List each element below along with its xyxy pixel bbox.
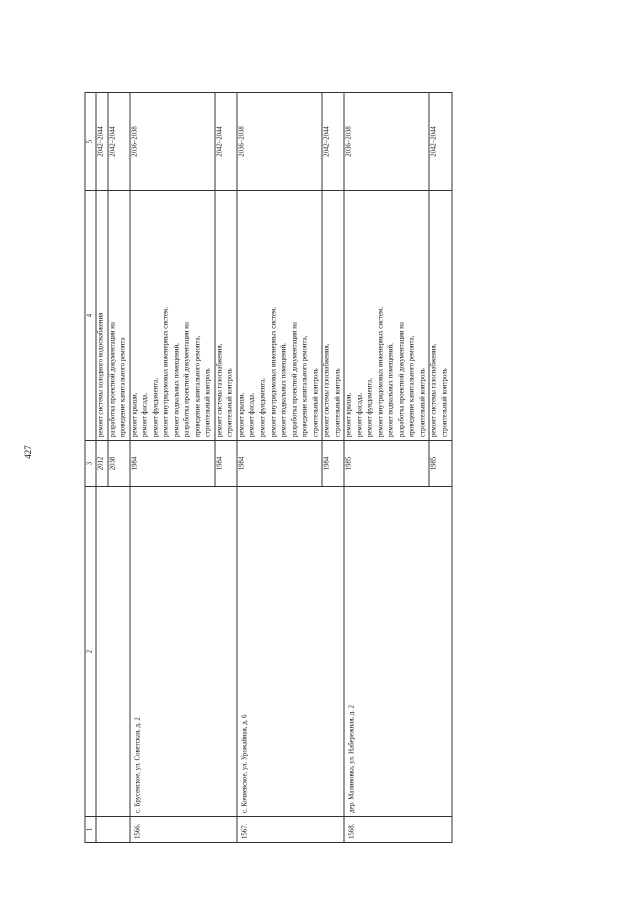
work-item: проведение капитального ремонта — [119, 337, 127, 437]
work-item: ремонт фундамента, — [366, 378, 374, 437]
table-row — [237, 93, 322, 843]
work-item: ремонт подвальных помещений, — [173, 343, 181, 437]
period-cell: 2036–2038 — [237, 93, 322, 191]
work-item: ремонт системы газоснабжения, — [323, 343, 331, 437]
year-cell: 1984 — [237, 441, 322, 487]
work-item: ремонт системы холодного водоснабжения — [97, 312, 105, 437]
period-cell: 2042–2044 — [108, 93, 130, 191]
works-cell — [344, 191, 429, 441]
year-cell: 2038 — [108, 441, 130, 487]
year-cell: 1984 — [322, 441, 344, 487]
column-header: 1 — [85, 817, 96, 843]
period-cell: 2042–2044 — [215, 93, 237, 191]
work-item: проведение капитального ремонта, — [194, 335, 202, 437]
column-header: 3 — [85, 441, 96, 487]
year-cell: 1985 — [344, 441, 429, 487]
entry-number: 1566. — [130, 817, 237, 843]
work-item: строительный контроль — [312, 368, 320, 437]
work-item: проведение капитального ремонта, — [301, 335, 309, 437]
period-cell: 2036–2038 — [130, 93, 215, 191]
work-item: ремонт системы газоснабжения, — [216, 343, 224, 437]
table-row — [130, 93, 215, 843]
work-item: ремонт фундамента, — [259, 378, 267, 437]
work-item: строительный контроль — [334, 368, 342, 437]
building-address: с. Кочневское, ул. Урожайная, д. 6 — [237, 487, 344, 817]
building-address: с. Брусенское, ул. Советская, д. 2 — [130, 487, 237, 817]
works-cell — [237, 191, 322, 441]
year-cell: 1985 — [429, 441, 451, 487]
period-cell: 2036–2038 — [344, 93, 429, 191]
work-item: ремонт подвальных помещений, — [280, 343, 288, 437]
column-header: 4 — [85, 191, 96, 441]
work-item: ремонт фундамента, — [152, 378, 160, 437]
period-cell: 2042–2044 — [429, 93, 451, 191]
year-cell: 2012 — [96, 441, 108, 487]
table-row — [96, 93, 108, 843]
building-address — [96, 487, 130, 817]
works-cell — [108, 191, 130, 441]
works-cell — [429, 191, 451, 441]
building-address: дер. Малиновка, ул. Набережная, д. 2 — [344, 487, 451, 817]
column-header: 2 — [85, 487, 96, 817]
entry-number — [96, 817, 130, 843]
work-item: ремонт внутридомовых инженерных систем, — [270, 307, 277, 437]
page-number: 427 — [23, 445, 33, 459]
work-item: ремонт фасада, — [141, 392, 149, 437]
works-cell — [130, 191, 215, 441]
table-header-row — [85, 93, 96, 843]
work-item: строительный контроль — [226, 368, 234, 437]
work-item: ремонт внутридомовых инженерных систем, — [377, 307, 385, 437]
work-item: ремонт крыши, — [238, 392, 246, 437]
work-item: строительный контроль — [441, 368, 449, 437]
work-item: ремонт фасада, — [248, 392, 256, 437]
works-cell — [215, 191, 237, 441]
year-cell: 1984 — [215, 441, 237, 487]
works-cell — [96, 191, 108, 441]
work-item: строительный контроль — [204, 368, 212, 437]
work-item: ремонт системы газоснабжения, — [430, 343, 438, 437]
work-item: ремонт внутридомовых инженерных систем, — [162, 307, 170, 437]
work-item: ремонт крыши, — [131, 392, 139, 437]
period-cell: 2042–2044 — [322, 93, 344, 191]
work-item: разработка проектной документации на — [109, 322, 117, 437]
work-item: разработка проектной документации на — [183, 322, 191, 437]
repair-schedule-table — [85, 92, 453, 843]
works-cell — [322, 191, 344, 441]
year-cell: 1984 — [130, 441, 215, 487]
work-item: разработка проектной документации на — [398, 322, 406, 437]
table-row — [344, 93, 429, 843]
work-item: проведение капитального ремонта, — [408, 335, 416, 437]
entry-number: 1567. — [237, 817, 344, 843]
column-header: 5 — [85, 93, 96, 191]
work-item: ремонт крыши, — [345, 392, 353, 437]
work-item: ремонт фасада, — [356, 392, 364, 437]
entry-number: 1568. — [344, 817, 451, 843]
work-item: ремонт подвальных помещений, — [387, 343, 395, 437]
work-item: разработка проектной документации на — [291, 322, 299, 437]
document-page — [85, 93, 510, 843]
period-cell: 2042–2044 — [96, 93, 108, 191]
work-item: строительный контроль — [419, 368, 427, 437]
